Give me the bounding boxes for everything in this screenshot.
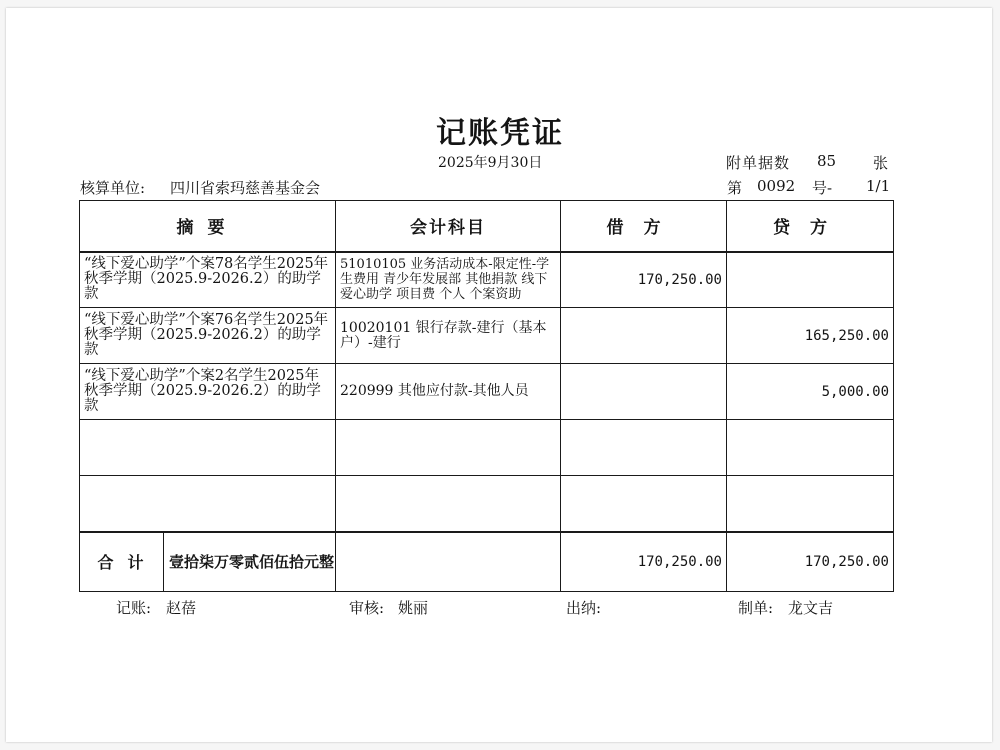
bookkeeper-name: 赵蓓 <box>166 599 197 617</box>
unit-name: 四川省索玛慈善基金会 <box>170 179 321 197</box>
total-debit: 170,250.00 <box>561 532 727 592</box>
attachments-count: 85 <box>817 152 837 170</box>
table-row <box>80 476 894 532</box>
voucher-number-prefix: 第 <box>727 179 743 197</box>
row-account: 51010105 业务活动成本-限定性-学生费用 青少年发展部 其他捐款 线下爱心助学 项目费 个人 个案资助 <box>336 252 561 308</box>
header-credit: 贷方 <box>727 201 894 252</box>
table-row <box>80 308 894 364</box>
page-number: 1/1 <box>866 177 891 195</box>
attachments-unit: 张 <box>873 154 889 172</box>
table-header-row <box>80 201 894 252</box>
row-debit: 170,250.00 <box>561 252 727 308</box>
total-row <box>80 532 894 592</box>
row-summary: “线下爱心助学”个案78名学生2025年秋季学期（2025.9-2026.2）的助学款 <box>80 252 336 308</box>
total-account-cell <box>336 532 561 592</box>
voucher-date: 2025年9月30日 <box>438 155 543 171</box>
header-debit: 借方 <box>561 201 727 252</box>
table-row <box>80 420 894 476</box>
preparer-label: 制单: <box>738 599 774 617</box>
total-label-cell <box>80 532 336 592</box>
header-summary: 摘要 <box>80 201 336 252</box>
row-summary: “线下爱心助学”个案2名学生2025年秋季学期（2025.9-2026.2）的助学款 <box>80 364 336 420</box>
row-account: 10020101 银行存款-建行（基本户）-建行 <box>336 308 561 364</box>
row-credit <box>727 476 894 532</box>
voucher-number: 0092 <box>757 177 796 195</box>
total-label: 合计 <box>80 533 164 591</box>
voucher-table <box>79 200 894 592</box>
row-debit <box>561 308 727 364</box>
page-title: 记账凭证 <box>436 116 564 151</box>
row-summary <box>80 420 336 476</box>
attachments-label: 附单据数 <box>726 154 791 172</box>
row-debit <box>561 420 727 476</box>
table-row <box>80 364 894 420</box>
unit-label: 核算单位: <box>80 179 146 197</box>
reviewer-label: 审核: <box>349 599 385 617</box>
header-account: 会计科目 <box>336 201 561 252</box>
reviewer-name: 姚丽 <box>398 599 429 617</box>
row-summary <box>80 476 336 532</box>
bookkeeper-label: 记账: <box>116 599 152 617</box>
row-credit <box>727 420 894 476</box>
row-debit <box>561 364 727 420</box>
row-credit: 5,000.00 <box>727 364 894 420</box>
row-account <box>336 420 561 476</box>
row-credit <box>727 252 894 308</box>
row-credit: 165,250.00 <box>727 308 894 364</box>
voucher-number-suffix: 号- <box>812 179 833 197</box>
row-account: 220999 其他应付款-其他人员 <box>336 364 561 420</box>
row-summary: “线下爱心助学”个案76名学生2025年秋季学期（2025.9-2026.2）的助学款 <box>80 308 336 364</box>
row-debit <box>561 476 727 532</box>
row-account <box>336 476 561 532</box>
cashier-label: 出纳: <box>566 599 602 617</box>
table-row <box>80 252 894 308</box>
total-credit: 170,250.00 <box>727 532 894 592</box>
preparer-name: 龙文吉 <box>788 599 834 617</box>
total-in-words: 壹拾柒万零贰佰伍拾元整 <box>169 553 335 572</box>
